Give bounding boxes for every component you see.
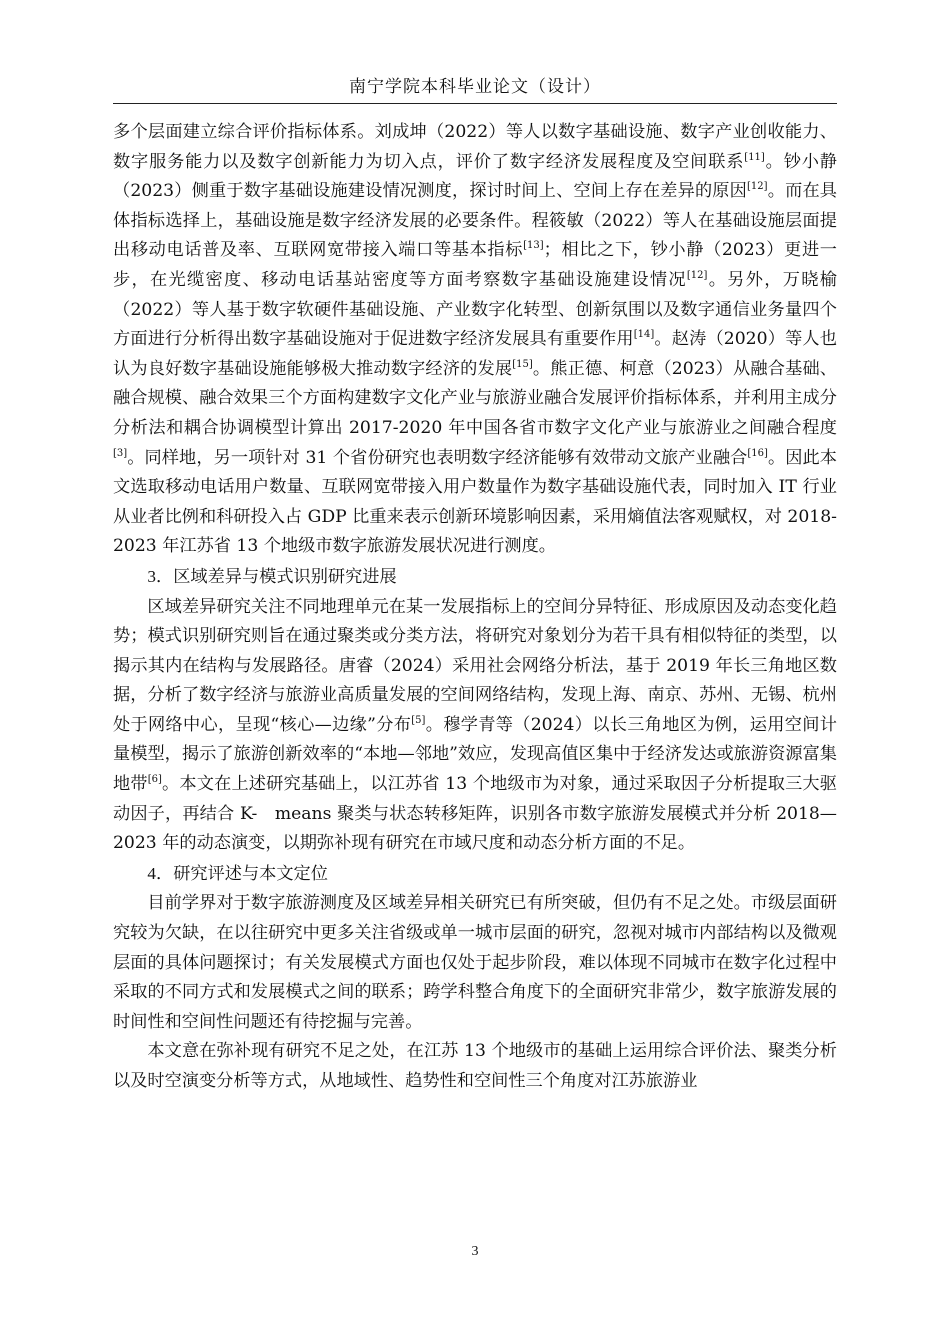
citation-marker: [16] — [747, 447, 768, 459]
text-run: 区域差异研究关注不同地理单元在某一发展指标上的空间分异特征、形成原因及动态变化趋势；模式识别研究则旨在通过聚类或分类方法，将研究对象划分为若干具有相似特征的类型，以揭示其内在结构与发展路径。唐睿（2024）采用社会网络分析法，基于 2019 年长三角地区数据，分析了数字经济与旅游业高质量发展的空间网络结构，发现上海、南京、苏州、无锡、杭州处于网络中心，呈现“核心—边缘”分布 — [113, 596, 837, 735]
text-run: 本文意在弥补现有研究不足之处，在江苏 13 个地级市的基础上运用综合评价法、聚类分析以及时空演变分析等方式，从地域性、趋势性和空间性三个角度对江苏旅游业 — [113, 1041, 837, 1091]
body-text — [113, 118, 837, 1097]
citation-marker: [14] — [633, 329, 655, 341]
text-run: 。赵涛（2020）等人也认为良好数字基础设施能够极大推动数字经济的发展 — [113, 329, 837, 379]
citation-marker: [11] — [744, 151, 765, 163]
citation-marker: [5] — [411, 714, 426, 726]
citation-marker: [13] — [523, 240, 544, 252]
citation-marker: [12] — [686, 269, 708, 281]
page-number: 3 — [471, 1244, 479, 1259]
text-run: 。同样地，另一项针对 31 个省份研究也表明数字经济能够有效带动文旅产业融合 — [127, 447, 748, 468]
text-run: 。而在具体指标选择上，基础设施是数字经济发展的必要条件。程筱敏（2022）等人在基础设施层面提出移动电话普及率、互联网宽带接入端口等基本指标 — [113, 181, 837, 261]
text-run: ；相比之下，钞小静（2023）更进一步，在光缆密度、移动电话基站密度等方面考察数字基础设施建设情况 — [113, 240, 837, 290]
text-run: 多个层面建立综合评价指标体系。刘成坤（2022）等人以数字基础设施、数字产业创收能力、数字服务能力以及数字创新能力为切入点，评价了数字经济发展程度及空间联系 — [113, 122, 837, 172]
section-heading — [113, 562, 837, 593]
citation-marker: [6] — [147, 774, 162, 786]
section-number: 3． — [147, 566, 174, 586]
text-run: 。因此本文选取移动电话用户数量、互联网宽带接入用户数量作为数字基础设施代表，同时加入 IT 行业从业者比例和科研投入占 GDP 比重来表示创新环境影响因素，采用熵值法客观赋权，对 2018-2023 年江苏省 13 个地级市数字旅游发展状况进行测度。 — [113, 447, 837, 557]
text-run: 。本文在上述研究基础上，以江苏省 13 个地级市为对象，通过采取因子分析提取三大驱动因子，再结合 K- means 聚类与状态转移矩阵，识别各市数字旅游发展模式并分析 2018—2023 年的动态演变，以期弥补现有研究在市域尺度和动态分析方面的不足。 — [113, 774, 837, 854]
header-divider — [113, 103, 837, 104]
running-header: 南宁学院本科毕业论文（设计） — [349, 77, 601, 97]
section-title: 研究评述与本文定位 — [173, 863, 328, 884]
body-paragraph — [113, 1037, 837, 1096]
text-run: 目前学界对于数字旅游测度及区域差异相关研究已有所突破，但仍有不足之处。市级层面研究较为欠缺，在以往研究中更多关注省级或单一城市层面的研究，忽视对城市内部结构以及微观层面的具体问题探讨；有关发展模式方面也仅处于起步阶段，难以体现不同城市在数字化过程中采取的不同方式和发展模式之间的联系；跨学科整合角度下的全面研究非常少，数字旅游发展的时间性和空间性问题还有待挖掘与完善。 — [113, 893, 837, 1032]
text-run: 。钞小静（2023）侧重于数字基础设施建设情况测度，探讨时间上、空间上存在差异的原因 — [113, 151, 837, 202]
text-run: 。穆学青等（2024）以长三角地区为例，运用空间计量模型，揭示了旅游创新效率的“本地—邻地”效应，发现高值区集中于经济发达或旅游资源富集地带 — [113, 714, 837, 795]
citation-marker: [15] — [512, 358, 533, 370]
section-number: 4． — [147, 863, 174, 883]
citation-marker: [12] — [747, 181, 768, 193]
text-run: 。另外，万晓榆（2022）等人基于数字软硬件基础设施、产业数字化转型、创新氛围以及数字通信业务量四个方面进行分析得出数字基础设施对于促进数字经济发展具有重要作用 — [113, 269, 837, 350]
text-run: 。熊正德、柯意（2023）从融合基础、融合规模、融合效果三个方面构建数字文化产业与旅游业融合发展评价指标体系，并利用主成分分析法和耦合协调模型计算出 2017-2020 年中国各省市数字文化产业与旅游业之间融合程度 — [113, 358, 837, 438]
body-paragraph — [113, 118, 837, 562]
section-heading — [113, 859, 837, 890]
section-title: 区域差异与模式识别研究进展 — [173, 566, 397, 587]
citation-marker: [3] — [113, 447, 128, 459]
body-paragraph — [113, 593, 837, 859]
body-paragraph — [113, 889, 837, 1037]
